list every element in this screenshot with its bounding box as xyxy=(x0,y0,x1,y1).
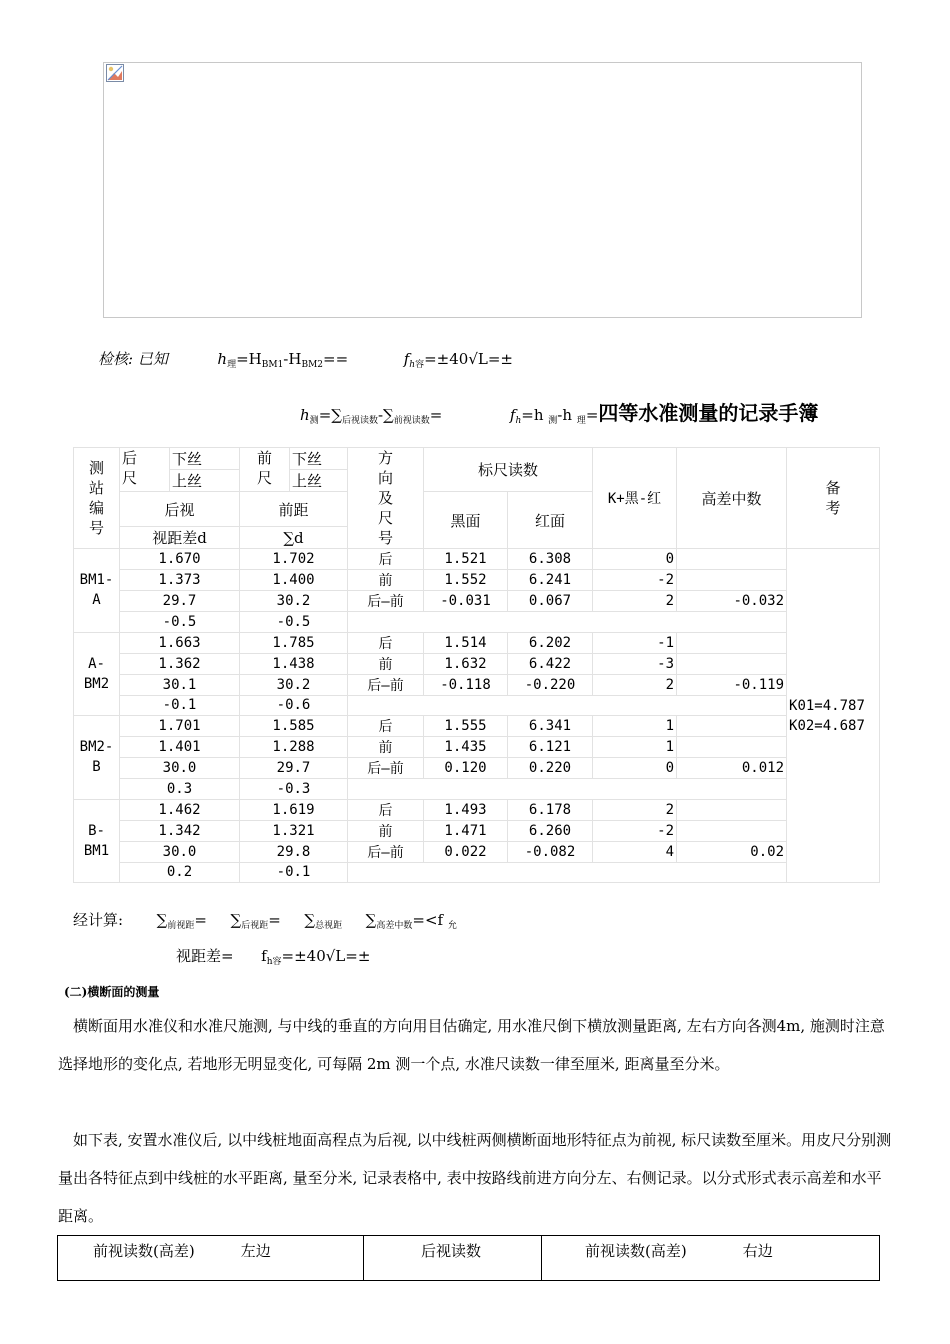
h-theory-expr-b: -H xyxy=(283,350,302,368)
h-measured-sub: 测 xyxy=(309,416,319,426)
direction-cell: 前 xyxy=(348,653,424,674)
back-value: 1.362 xyxy=(120,653,240,674)
table-row xyxy=(74,737,880,758)
k-constant: K01=4.787 xyxy=(789,697,865,714)
h-theory-expr-c: == xyxy=(323,350,349,368)
calc-sum1-sub: 前视距 xyxy=(167,921,195,931)
leveling-record-table xyxy=(73,447,880,883)
sum-expr-c: = xyxy=(429,406,443,424)
k-diff-value: 2 xyxy=(593,591,677,612)
table-row xyxy=(74,841,880,862)
direction-cell: 后 xyxy=(348,799,424,820)
direction-cell: 前 xyxy=(348,737,424,758)
check-formula-line xyxy=(98,348,513,370)
table-row xyxy=(74,799,880,820)
k-constant: K02=4.687 xyxy=(789,717,865,734)
header-direction-char: 及 xyxy=(377,489,393,507)
h-theory-symbol: h xyxy=(217,350,228,368)
header-direction-char: 向 xyxy=(377,469,393,487)
f-closure-sub-a: 测 xyxy=(548,416,558,426)
f-closure-sub: h xyxy=(515,416,522,426)
direction-cell: 后—前 xyxy=(348,674,424,695)
right-side-label: 右边 xyxy=(742,1242,773,1260)
f-allow-symbol: f xyxy=(403,350,410,368)
header-red-face: 红面 xyxy=(508,492,593,549)
direction-cell: 后 xyxy=(348,549,424,570)
f-allow-sub-b: 容 xyxy=(415,360,425,370)
header-front-lower: 下丝 xyxy=(290,448,348,470)
header-direction-char: 方 xyxy=(377,449,393,467)
red-reading: 6.241 xyxy=(508,570,593,591)
header-back-staff xyxy=(120,448,170,492)
table-row xyxy=(74,612,880,633)
empty-cell xyxy=(348,779,787,800)
front-value: 1.288 xyxy=(240,737,348,758)
calc-f-tail: =±40√L=± xyxy=(281,947,371,965)
black-reading: 0.022 xyxy=(424,841,508,862)
table-row xyxy=(74,820,880,841)
black-reading: 0.120 xyxy=(424,758,508,779)
station-id-part: B- xyxy=(88,822,105,839)
black-reading: -0.118 xyxy=(424,674,508,695)
paragraph-2: 如下表, 安置水准仪后, 以中线桩地面高程点为后视, 以中线桩两侧横断面地形特征点为前视, 标尺读数至厘米。用皮尺分别测量出各特征点到中线桩的水平距离, 量至分米, 记录表格中, 表中按路线前进方向分左、右侧记录。以分式形式表示高差和水平距离。 xyxy=(58,1131,892,1225)
header-station-char: 测 xyxy=(88,459,104,477)
black-reading: 1.552 xyxy=(424,570,508,591)
station-id xyxy=(74,549,120,633)
h-theory-expr-a: =H xyxy=(236,350,262,368)
right-foresight-label: 前视读数(高差) xyxy=(585,1242,687,1260)
k-diff-value: 2 xyxy=(593,799,677,820)
calc-sum2: ∑ xyxy=(230,911,242,929)
red-reading: -0.220 xyxy=(508,674,593,695)
front-value: 1.785 xyxy=(240,632,348,653)
header-back-char: 尺 xyxy=(122,469,138,487)
sight-diff-value: -0.1 xyxy=(120,695,240,716)
calc-label: 经计算: xyxy=(73,911,124,929)
table-row xyxy=(74,653,880,674)
front-value: 29.7 xyxy=(240,758,348,779)
calc-f-sub-b: 容 xyxy=(272,957,282,967)
sum-expr-a: =∑ xyxy=(318,406,342,424)
header-staff-reading: 标尺读数 xyxy=(424,448,593,492)
calc-sum1: ∑ xyxy=(156,911,168,929)
section-title: (二)横断面的测量 xyxy=(64,985,160,999)
back-value: 1.670 xyxy=(120,549,240,570)
check-label: 检核: 已知 xyxy=(98,350,168,368)
f-closure-expr-a: =h xyxy=(521,406,549,424)
f-closure-expr-c: = xyxy=(585,406,599,424)
direction-cell: 前 xyxy=(348,820,424,841)
calc-f-symbol: f xyxy=(261,947,267,965)
mean-height-value xyxy=(677,549,787,570)
broken-image-icon xyxy=(106,64,124,82)
left-side-label: 左边 xyxy=(240,1242,271,1260)
back-value: 1.401 xyxy=(120,737,240,758)
back-value: 30.0 xyxy=(120,841,240,862)
table-row xyxy=(74,549,880,570)
header-direction-char: 号 xyxy=(377,529,393,547)
k-diff-value: -2 xyxy=(593,820,677,841)
calc-sum4-sub2: 允 xyxy=(447,921,457,931)
mean-height-value: -0.119 xyxy=(677,674,787,695)
header-back-lower: 下丝 xyxy=(170,448,240,470)
black-reading: 1.435 xyxy=(424,737,508,758)
red-reading: 0.067 xyxy=(508,591,593,612)
header-back-char: 后 xyxy=(122,449,138,467)
table-row xyxy=(74,632,880,653)
red-reading: 6.308 xyxy=(508,549,593,570)
k-diff-value: -3 xyxy=(593,653,677,674)
sum-d-value: -0.6 xyxy=(240,695,348,716)
sum-d-value: -0.3 xyxy=(240,779,348,800)
red-reading: 6.178 xyxy=(508,799,593,820)
table-row xyxy=(74,758,880,779)
black-reading: 1.521 xyxy=(424,549,508,570)
left-foresight-label: 前视读数(高差) xyxy=(93,1242,195,1260)
sight-diff-value: -0.5 xyxy=(120,612,240,633)
front-value: 30.2 xyxy=(240,674,348,695)
header-back-upper: 上丝 xyxy=(170,470,240,492)
back-value: 1.373 xyxy=(120,570,240,591)
header-direction xyxy=(348,448,424,549)
calc-sum4: ∑ xyxy=(365,911,377,929)
black-reading: 1.632 xyxy=(424,653,508,674)
black-reading: 1.493 xyxy=(424,799,508,820)
calc-line-2 xyxy=(176,945,370,967)
station-id-part: BM1- xyxy=(79,572,114,589)
red-reading: -0.082 xyxy=(508,841,593,862)
header-sight-diff: 视距差d xyxy=(120,527,240,549)
table-row xyxy=(74,674,880,695)
k-diff-value: 0 xyxy=(593,549,677,570)
mean-height-value xyxy=(677,653,787,674)
front-value: 1.321 xyxy=(240,820,348,841)
black-reading: 1.471 xyxy=(424,820,508,841)
calc-sum2-tail: = xyxy=(268,911,281,929)
header-remark-char: 考 xyxy=(825,499,841,517)
empty-cell xyxy=(348,862,787,883)
remark-cell xyxy=(787,549,880,883)
header-k-diff: K+黑-红 xyxy=(593,448,677,549)
front-value: 1.702 xyxy=(240,549,348,570)
back-value: 1.663 xyxy=(120,632,240,653)
k-diff-value: -1 xyxy=(593,632,677,653)
front-value: 1.619 xyxy=(240,799,348,820)
header-mean-height: 高差中数 xyxy=(677,448,787,549)
image-placeholder xyxy=(103,62,862,318)
mean-height-value xyxy=(677,716,787,737)
paragraph-1: 横断面用水准仪和水准尺施测, 与中线的垂直的方向用目估确定, 用水准尺倒下横放测量距离, 左右方向各测4m, 施测时注意选择地形的变化点, 若地形无明显变化, 可每隔 2m 测一个点, 水准尺读数一律至厘米, 距离量至分米。 xyxy=(58,1017,885,1073)
red-reading: 0.220 xyxy=(508,758,593,779)
cross-section-col-right xyxy=(542,1236,880,1281)
sum-d-value: -0.1 xyxy=(240,862,348,883)
station-id-part: BM2 xyxy=(83,675,110,692)
mean-height-value: 0.012 xyxy=(677,758,787,779)
mean-height-value: 0.02 xyxy=(677,841,787,862)
mean-height-value: -0.032 xyxy=(677,591,787,612)
back-value: 1.701 xyxy=(120,716,240,737)
k-diff-value: 0 xyxy=(593,758,677,779)
front-value: 1.585 xyxy=(240,716,348,737)
h-theory-sub: 理 xyxy=(227,360,237,370)
bm2-sub: BM2 xyxy=(301,360,324,370)
f-allow-sub-a: h xyxy=(409,360,416,370)
back-value: 1.462 xyxy=(120,799,240,820)
k-diff-value: 2 xyxy=(593,674,677,695)
front-value: 1.438 xyxy=(240,653,348,674)
table-row xyxy=(74,779,880,800)
bm1-sub: BM1 xyxy=(261,360,284,370)
header-remark-char: 备 xyxy=(825,479,841,497)
direction-cell: 后—前 xyxy=(348,591,424,612)
header-station xyxy=(74,448,120,549)
header-front-char: 尺 xyxy=(256,469,272,487)
header-station-char: 站 xyxy=(88,479,104,497)
sum-expr-b: -∑ xyxy=(377,406,394,424)
empty-cell xyxy=(348,695,787,716)
front-value: 30.2 xyxy=(240,591,348,612)
front-value: 29.8 xyxy=(240,841,348,862)
station-id-part: A- xyxy=(88,655,105,672)
mean-height-value xyxy=(677,632,787,653)
header-sum-d: ∑d xyxy=(240,527,348,549)
sum-sub-front: 前视读数 xyxy=(393,416,430,426)
back-value: 30.0 xyxy=(120,758,240,779)
cross-section-table xyxy=(57,1235,880,1281)
front-value: 1.400 xyxy=(240,570,348,591)
header-black-face: 黑面 xyxy=(424,492,508,549)
cross-section-col-left xyxy=(58,1236,364,1281)
k-diff-value: -2 xyxy=(593,570,677,591)
station-id-part: BM1 xyxy=(83,842,110,859)
header-front-staff xyxy=(240,448,290,492)
direction-cell: 后 xyxy=(348,632,424,653)
f-closure-sub-b: 理 xyxy=(576,416,586,426)
sum-d-value: -0.5 xyxy=(240,612,348,633)
table-row xyxy=(74,570,880,591)
black-reading: 1.555 xyxy=(424,716,508,737)
f-closure-expr-b: -h xyxy=(557,406,577,424)
station-id xyxy=(74,716,120,800)
station-id-part: B xyxy=(92,759,101,776)
k-diff-value: 1 xyxy=(593,737,677,758)
empty-cell xyxy=(348,612,787,633)
k-diff-value: 4 xyxy=(593,841,677,862)
measured-formula-line xyxy=(300,397,818,426)
station-id-part: A xyxy=(92,592,101,609)
backsight-label: 后视读数 xyxy=(421,1242,482,1260)
table-row xyxy=(74,591,880,612)
sight-diff-label: 视距差= xyxy=(176,947,234,965)
direction-cell: 后—前 xyxy=(348,758,424,779)
calc-sum2-sub: 后视距 xyxy=(241,921,269,931)
header-back-distance: 后视 xyxy=(120,492,240,527)
table-row xyxy=(74,695,880,716)
mean-height-value xyxy=(677,820,787,841)
station-id-part: BM2- xyxy=(79,739,114,756)
red-reading: 6.121 xyxy=(508,737,593,758)
calc-sum4-tail: =<f xyxy=(412,911,448,929)
direction-cell: 前 xyxy=(348,570,424,591)
k-diff-value: 1 xyxy=(593,716,677,737)
red-reading: 6.422 xyxy=(508,653,593,674)
header-front-distance: 前距 xyxy=(240,492,348,527)
sight-diff-value: 0.2 xyxy=(120,862,240,883)
calc-sum1-tail: = xyxy=(194,911,207,929)
calc-f-sub-a: h xyxy=(266,957,273,967)
page-title: 四等水准测量的记录手簿 xyxy=(598,401,819,425)
mean-height-value xyxy=(677,737,787,758)
f-closure-symbol: f xyxy=(509,406,516,424)
cross-section-col-middle xyxy=(364,1236,542,1281)
red-reading: 6.341 xyxy=(508,716,593,737)
f-allow-expr: =±40√L=± xyxy=(424,350,513,368)
mean-height-value xyxy=(677,570,787,591)
calc-sum3-sub: 总视距 xyxy=(315,921,343,931)
station-id xyxy=(74,632,120,716)
station-id xyxy=(74,799,120,883)
calc-line xyxy=(73,909,457,931)
header-front-upper: 上丝 xyxy=(290,470,348,492)
mean-height-value xyxy=(677,799,787,820)
red-reading: 6.202 xyxy=(508,632,593,653)
black-reading: -0.031 xyxy=(424,591,508,612)
red-reading: 6.260 xyxy=(508,820,593,841)
direction-cell: 后—前 xyxy=(348,841,424,862)
direction-cell: 后 xyxy=(348,716,424,737)
h-measured-symbol: h xyxy=(300,406,310,424)
header-station-char: 号 xyxy=(88,519,104,537)
table-row xyxy=(74,862,880,883)
header-remark xyxy=(787,448,880,549)
back-value: 29.7 xyxy=(120,591,240,612)
header-front-char: 前 xyxy=(256,449,272,467)
header-direction-char: 尺 xyxy=(377,509,393,527)
calc-sum3: ∑ xyxy=(304,911,316,929)
black-reading: 1.514 xyxy=(424,632,508,653)
calc-sum4-sub: 高差中数 xyxy=(376,921,413,931)
back-value: 1.342 xyxy=(120,820,240,841)
table-row xyxy=(74,716,880,737)
back-value: 30.1 xyxy=(120,674,240,695)
header-station-char: 编 xyxy=(88,499,104,517)
sum-sub-back: 后视读数 xyxy=(341,416,378,426)
sight-diff-value: 0.3 xyxy=(120,779,240,800)
